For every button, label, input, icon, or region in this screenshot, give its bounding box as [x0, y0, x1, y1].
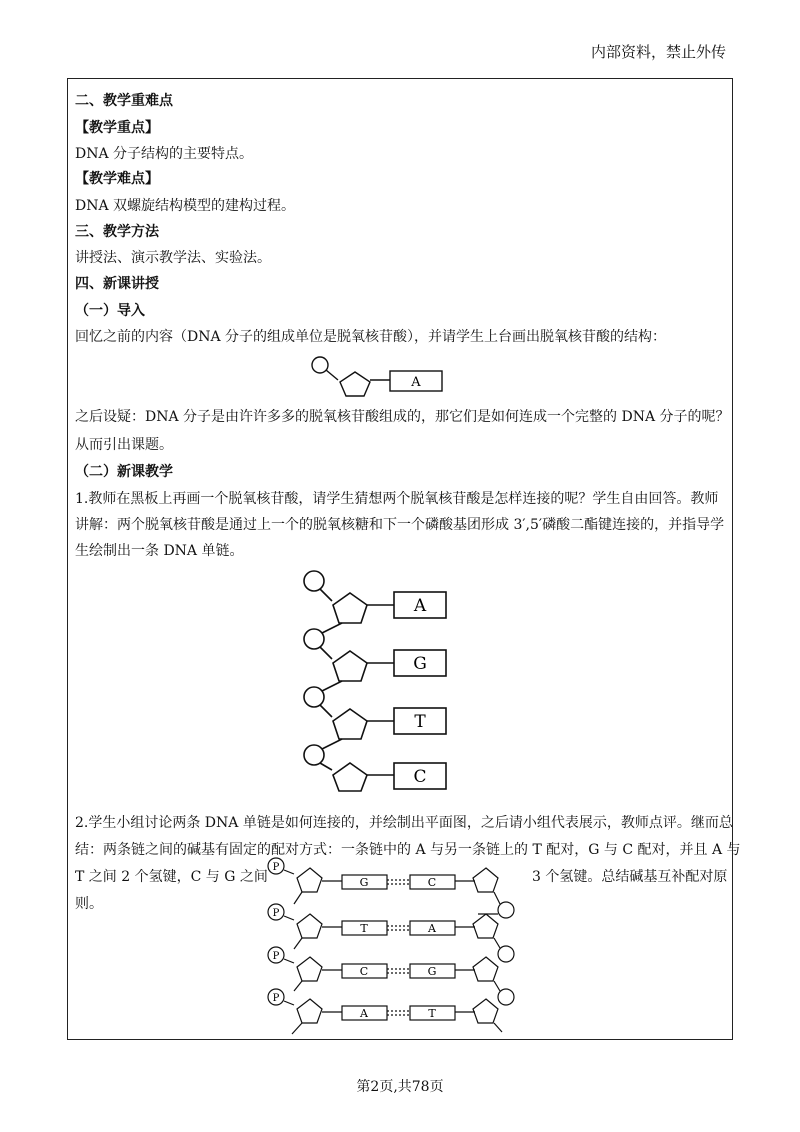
pair-1-right: C	[427, 876, 437, 889]
confidential-note: 内部资料，禁止外传	[590, 43, 726, 61]
single-strand-figure	[290, 565, 460, 795]
phosphate-label-1: P	[272, 862, 280, 873]
page-number: 第2页,共78页	[356, 1079, 444, 1095]
difficulty-label: 【教学难点】	[75, 171, 159, 187]
sugar-pentagon	[340, 372, 370, 396]
paragraph2-line4: 则。	[75, 896, 103, 912]
intro-question-line2: 从而引出课题。	[75, 437, 173, 453]
section-heading-key-points: 二、教学重难点	[75, 93, 173, 109]
difficulty-text: DNA 双螺旋结构模型的建构过程。	[75, 198, 296, 214]
chain-base-1: A	[413, 596, 427, 616]
base-label: A	[411, 375, 421, 390]
methods-text: 讲授法、演示教学法、实验法。	[75, 250, 271, 266]
section-heading-new-lesson: 四、新课讲授	[75, 276, 159, 292]
double-strand-figure	[262, 852, 527, 1040]
key-point-label: 【教学重点】	[75, 120, 159, 136]
intro-question-line1: 之后设疑：DNA 分子是由许许多多的脱氧核苷酸组成的，那它们是如何连成一个完整的 DNA 分子的呢？	[75, 409, 730, 425]
intro-text: 回忆之前的内容（DNA 分子的组成单位是脱氧核苷酸），并请学生上台画出脱氧核苷酸的结构：	[75, 329, 667, 345]
paragraph1-line2: 讲解：两个脱氧核苷酸是通过上一个的脱氧核糖和下一个磷酸基团形成 3′,5′磷酸二酯键连接的，并指导学	[75, 517, 725, 533]
chain-base-3: T	[414, 712, 426, 732]
paragraph2-line3-right: 3 个氢键。总结碱基互补配对原	[532, 869, 728, 885]
phosphate-label-2: P	[272, 908, 280, 919]
phosphate-label-4: P	[272, 993, 280, 1004]
pair-2-right: A	[428, 922, 436, 935]
nucleotide-figure	[300, 350, 450, 400]
paragraph2-line1: 2.学生小组讨论两条 DNA 单链是如何连接的，并绘制出平面图，之后请小组代表展示，教师点评。继而总	[75, 815, 733, 831]
phosphate-label-3: P	[272, 951, 280, 962]
pair-2-left: T	[360, 922, 368, 935]
paragraph2-line2: 结：两条链之间的碱基有固定的配对方式：一条链中的 A 与另一条链上的 T 配对，G 与 C 配对，并且 A 与	[75, 842, 741, 858]
intro-heading: （一）导入	[75, 303, 145, 319]
pair-3-right: G	[427, 965, 437, 978]
pair-1-left: G	[359, 876, 369, 889]
pair-3-left: C	[359, 965, 369, 978]
paragraph2-line3-left: T 之间 2 个氢键，C 与 G 之间	[75, 869, 268, 885]
pair-4-left: A	[360, 1007, 368, 1020]
chain-base-2: G	[413, 654, 427, 674]
new-teaching-heading: （二）新课教学	[75, 464, 173, 480]
section-heading-methods: 三、教学方法	[75, 224, 159, 240]
chain-base-4: C	[413, 767, 427, 787]
paragraph1-line3: 生绘制出一条 DNA 单链。	[75, 543, 244, 559]
key-point-text: DNA 分子结构的主要特点。	[75, 146, 254, 162]
pair-4-right: T	[428, 1007, 436, 1020]
phosphate-circle	[312, 357, 328, 373]
paragraph1-line1: 1.教师在黑板上再画一个脱氧核苷酸，请学生猜想两个脱氧核苷酸是怎样连接的呢？学生自由回答。教师	[75, 491, 719, 507]
